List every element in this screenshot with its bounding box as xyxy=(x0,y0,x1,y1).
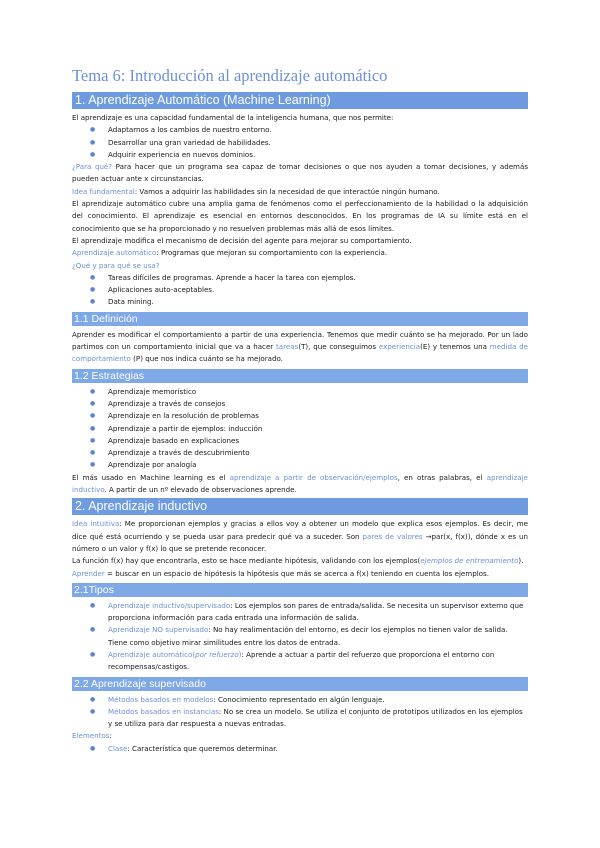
paragraph-para-que xyxy=(72,161,528,186)
paragraph-elementos xyxy=(72,730,528,742)
text: El más usado en Machine learning es el xyxy=(72,472,230,482)
keyword: pares de valores xyxy=(362,531,423,541)
paragraph-definicion xyxy=(72,329,528,366)
keyword: Aprender xyxy=(72,568,105,578)
list-uses xyxy=(72,272,528,309)
list-item: ● Adaptarnos a los cambios de nuestro entorno. xyxy=(108,124,528,136)
text: . A partir de un nº elevado de observaciones aprende. xyxy=(104,485,297,495)
heading-section-1: 1. Aprendizaje Automático (Machine Learning) xyxy=(72,92,528,109)
document-page xyxy=(72,66,528,755)
text: : Aprende a actuar a partir del refuerzo que proporciona el entorno con recompensas/castigos. xyxy=(108,649,495,672)
paragraph-aa xyxy=(72,247,528,259)
list-item xyxy=(108,743,528,755)
list-item xyxy=(108,600,528,625)
keyword: ) xyxy=(238,649,242,659)
heading-section-2-1: 2.1Tipos xyxy=(72,583,528,597)
paragraph-intro: El aprendizaje es una capacidad fundamental de la inteligencia humana, que nos permite: xyxy=(72,113,394,122)
text: La función f(x) hay que encontrarla, esto se hace mediante hipótesis, validando con los ejemplos( xyxy=(72,556,421,566)
text: (E) y tenemos una xyxy=(420,342,490,352)
text: (T), que conseguimos xyxy=(298,342,379,352)
paragraph-aprender xyxy=(72,568,528,580)
keyword: Métodos basados en modelos xyxy=(108,694,214,704)
keyword: Idea fundamental xyxy=(72,186,135,196)
paragraph-idea-intuitiva xyxy=(72,518,528,555)
list-item: ● Aprendizaje en la resolución de problemas xyxy=(108,410,528,422)
text: = buscar en un espacio de hipótesis la hipótesis que más se acerca a f(x) teniendo en cuenta los ejemplos. xyxy=(104,568,489,578)
list-item: ● Aprendizaje memorístico xyxy=(108,386,528,398)
list-item: ● Aplicaciones auto-aceptables. xyxy=(108,284,528,296)
list-types xyxy=(72,600,528,674)
text: Aprender es modificar el comportamiento a partir de una experiencia. Tenemos que medir cuánto se ha mejorado. Por un lado partimos con un comportamiento inicial que va a hacer xyxy=(72,329,528,352)
text: : xyxy=(109,731,112,741)
text: : Característica que queremos determinar. xyxy=(127,743,278,753)
keyword: aprendizaje a partir de observación/ejemplos xyxy=(229,472,398,482)
list-item: ● Adquirir experiencia en nuevos dominios. xyxy=(108,149,528,161)
text: : No se crea un modelo. Se utiliza el conjunto de prototipos utilizados en los ejemplos y se utiliza para dar respuesta a nuevas entradas. xyxy=(108,706,523,729)
heading-section-2-2: 2.2 Aprendizaje supervisado xyxy=(72,677,528,691)
paragraph-idea xyxy=(72,186,528,198)
list-capabilities xyxy=(72,124,528,161)
list-item: ● Data mining. xyxy=(108,296,528,308)
paragraph-mas-usado xyxy=(72,472,528,497)
text: : Me proporcionan ejemplos y gracias a ellos voy a obtener un modelo que explica esos ejemplos. Es decir, me dice qué está ocurriendo y se pueda usar para predecir qué va a suceder. Son xyxy=(72,519,528,541)
keyword: Aprendizaje inductivo/supervisado xyxy=(108,600,231,610)
paragraph-funcion xyxy=(72,555,528,567)
text: : Programas que mejoran su comportamiento con la experiencia. xyxy=(156,248,388,258)
paragraph-que-label xyxy=(72,260,528,272)
list-item: ● Aprendizaje a través de descubrimiento xyxy=(108,447,528,459)
list-item: ● Aprendizaje por analogía xyxy=(108,459,528,471)
keyword: Métodos basados en instancias xyxy=(108,706,219,716)
keyword: Idea intuitiva xyxy=(72,519,120,529)
keyword: ejemplos de entrenamiento xyxy=(420,556,519,566)
list-strategies xyxy=(72,386,528,472)
keyword: medida de comportamiento xyxy=(72,342,529,364)
keyword: ¿Para qué? xyxy=(72,162,113,172)
keyword: aprendizaje inductivo xyxy=(72,472,528,495)
text: : Los ejemplos son pares de entrada/salida. Se necesita un supervisor externo que proporciona información para cada entrada una información de salida. xyxy=(108,600,524,623)
text: : No hay realimentación del entorno, es decir los ejemplos no tienen valor de salida. Tiene como objetivo mirar similitudes entre los datos de entrada. xyxy=(108,625,508,647)
keyword: experiencia xyxy=(378,342,421,352)
heading-section-1-1: 1.1 Definición xyxy=(72,312,528,326)
keyword: ¿Qué y para qué se usa? xyxy=(72,260,160,270)
list-item: ● Tareas difíciles de programas. Aprende a hacer la tarea con ejemplos. xyxy=(108,272,528,284)
text: : Conocimiento representado en algún lenguaje. xyxy=(213,694,385,704)
list-item: ● Desarrollar una gran variedad de habilidades. xyxy=(108,137,528,149)
list-item xyxy=(108,706,528,731)
heading-section-1-2: 1.2 Estrategias xyxy=(72,369,528,383)
text: , en otras palabras, el xyxy=(397,472,487,482)
keyword: Aprendizaje automático xyxy=(72,248,157,258)
text: (P) que nos indica cuánto se ha mejorado. xyxy=(130,354,283,364)
keyword: Aprendizaje NO supervisado xyxy=(108,625,209,635)
list-item xyxy=(108,624,528,649)
list-supervised xyxy=(72,694,528,731)
heading-section-2: 2. Aprendizaje inductivo xyxy=(72,498,528,515)
text: : Vamos a adquirir las habilidades sin la necesidad de que interactúe ningún humano. xyxy=(134,186,440,196)
keyword: Clase xyxy=(108,743,128,753)
paragraph-modifica: El aprendizaje modifica el mecanismo de decisión del agente para mejorar su comportamiento. xyxy=(72,235,412,245)
text: →par(x, f(x)), dónde x es un número o un valor y f(x) lo que se pretende reconocer. xyxy=(72,531,528,553)
keyword: Elementos xyxy=(72,731,110,741)
keyword: Aprendizaje automático( xyxy=(108,649,196,659)
list-item xyxy=(108,694,528,706)
list-elementos xyxy=(72,743,528,755)
paragraph-cubre: El aprendizaje automático cubre una amplia gama de fenómenos como el perfeccionamiento de la habilidad o la adquisición del conocimiento. El aprendizaje es esencial en entornos desconocidos. En los programas de IA su límite está en el conocimiento que se ha proporcionado y no resuelven problemas más allá de esos límites. xyxy=(72,199,528,233)
list-item: ● Aprendizaje basado en explicaciones xyxy=(108,435,528,447)
list-item xyxy=(108,649,528,674)
list-item: ● Aprendizaje a través de consejos xyxy=(108,398,528,410)
page-title: Tema 6: Introducción al aprendizaje automático xyxy=(72,66,388,85)
text: ). xyxy=(518,556,524,566)
list-item: ● Aprendizaje a partir de ejemplos: inducción xyxy=(108,423,528,435)
keyword: por refuerzo xyxy=(195,649,239,659)
keyword: tareas xyxy=(276,342,299,352)
text: Para hacer que un programa sea capaz de tomar decisiones o que nos ayuden a tomar decisiones, y además pueden actuar ante x circunstancias. xyxy=(72,162,529,184)
